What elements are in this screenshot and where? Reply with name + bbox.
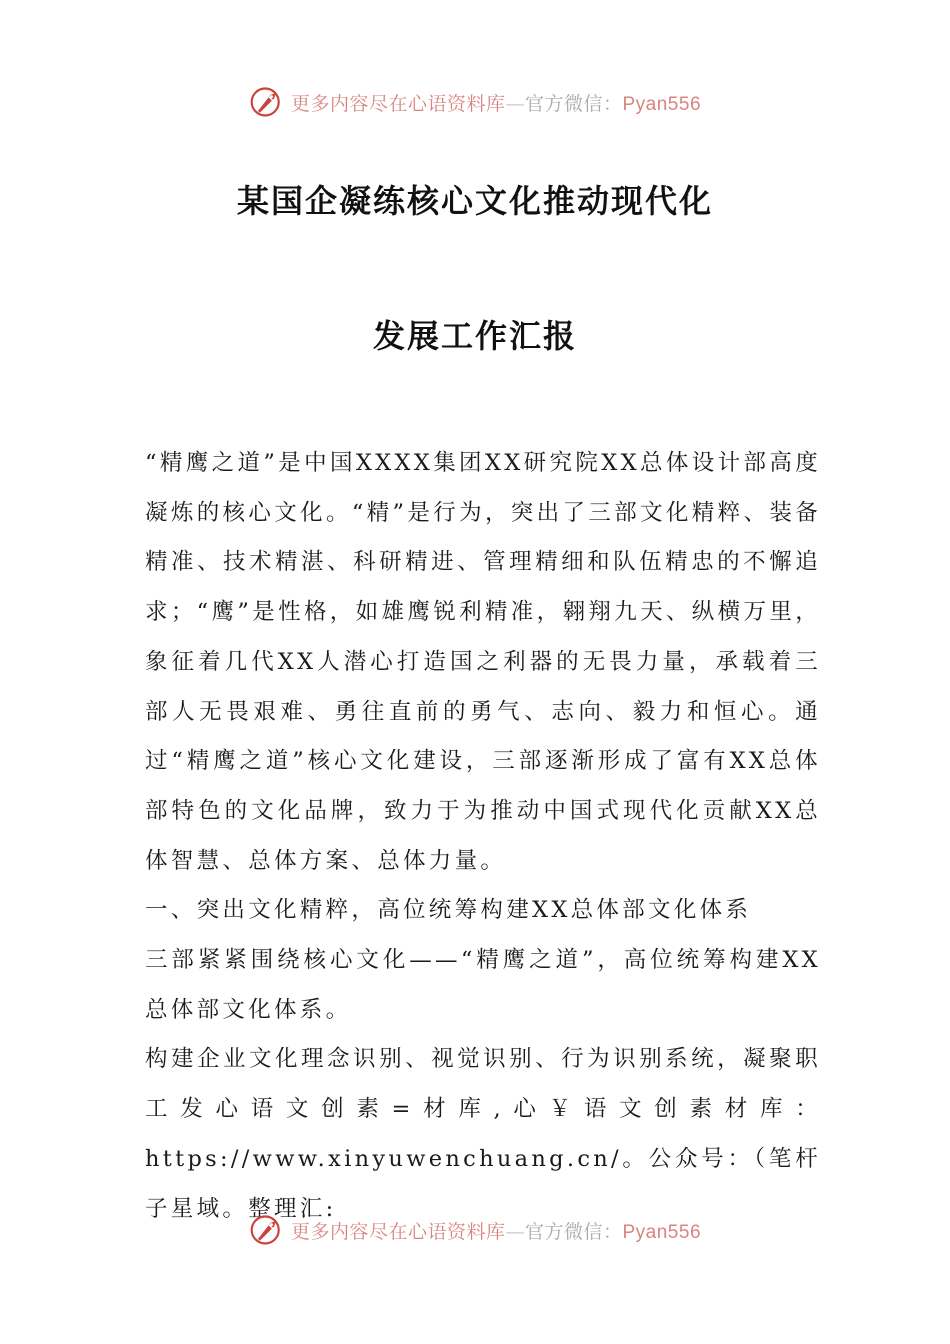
watermark-footer <box>0 1210 950 1250</box>
watermark-dash: — <box>505 1220 525 1243</box>
document-title-line-2: 发展工作汇报 <box>372 317 577 355</box>
watermark-site-text: 更多内容尽在心语资料库 <box>290 1220 506 1243</box>
body-paragraph-identity-systems: 构建企业文化理念识别、视觉识别、行为识别系统，凝聚职工发心语文创素=材库,心￥语文创素材库：https://www.xinyuwenchuang.cn/。公众号：（笔杆子星域。整理汇: <box>145 1046 821 1222</box>
pen-nib-logo-icon <box>249 1212 285 1248</box>
watermark-wechat-id: Pyan556 <box>622 93 702 115</box>
watermark-header <box>0 82 950 122</box>
body-paragraph-section-1: 三部紧紧围绕核心文化——“精鹰之道”，高位统筹构建XX总体部文化体系。 <box>145 947 821 1023</box>
watermark-sub-text: 官方微信： <box>524 1220 623 1243</box>
watermark-text <box>291 89 701 116</box>
document-title-line-1: 某国企凝练核心文化推动现代化 <box>236 182 713 220</box>
watermark-dash: — <box>505 92 525 115</box>
watermark-text <box>291 1217 701 1244</box>
body-section-heading-1: 一、突出文化精粹，高位统筹构建XX总体部文化体系 <box>145 897 752 924</box>
pen-nib-logo-icon <box>249 84 285 120</box>
document-body <box>145 439 821 1234</box>
watermark-site-text: 更多内容尽在心语资料库 <box>290 92 506 115</box>
body-paragraph-intro: “精鹰之道”是中国XXXX集团XX研究院XX总体设计部高度凝炼的核心文化。“精”是行为，突出了三部文化精粹、装备精准、技术精湛、科研精进、管理精细和队伍精忠的不懈追求；“鹰”是性格，如雄鹰锐利精准，翱翔九天、纵横万里，象征着几代XX人潜心打造国之利器的无畏力量，承载着三部人无畏艰难、勇往直前的勇气、志向、毅力和恒心。通过“精鹰之道”核心文化建设，三部逐渐形成了富有XX总体部特色的文化品牌，致力于为推动中国式现代化贡献XX总体智慧、总体方案、总体力量。 <box>145 450 821 874</box>
watermark-wechat-id: Pyan556 <box>622 1221 702 1243</box>
watermark-sub-text: 官方微信： <box>524 92 623 115</box>
